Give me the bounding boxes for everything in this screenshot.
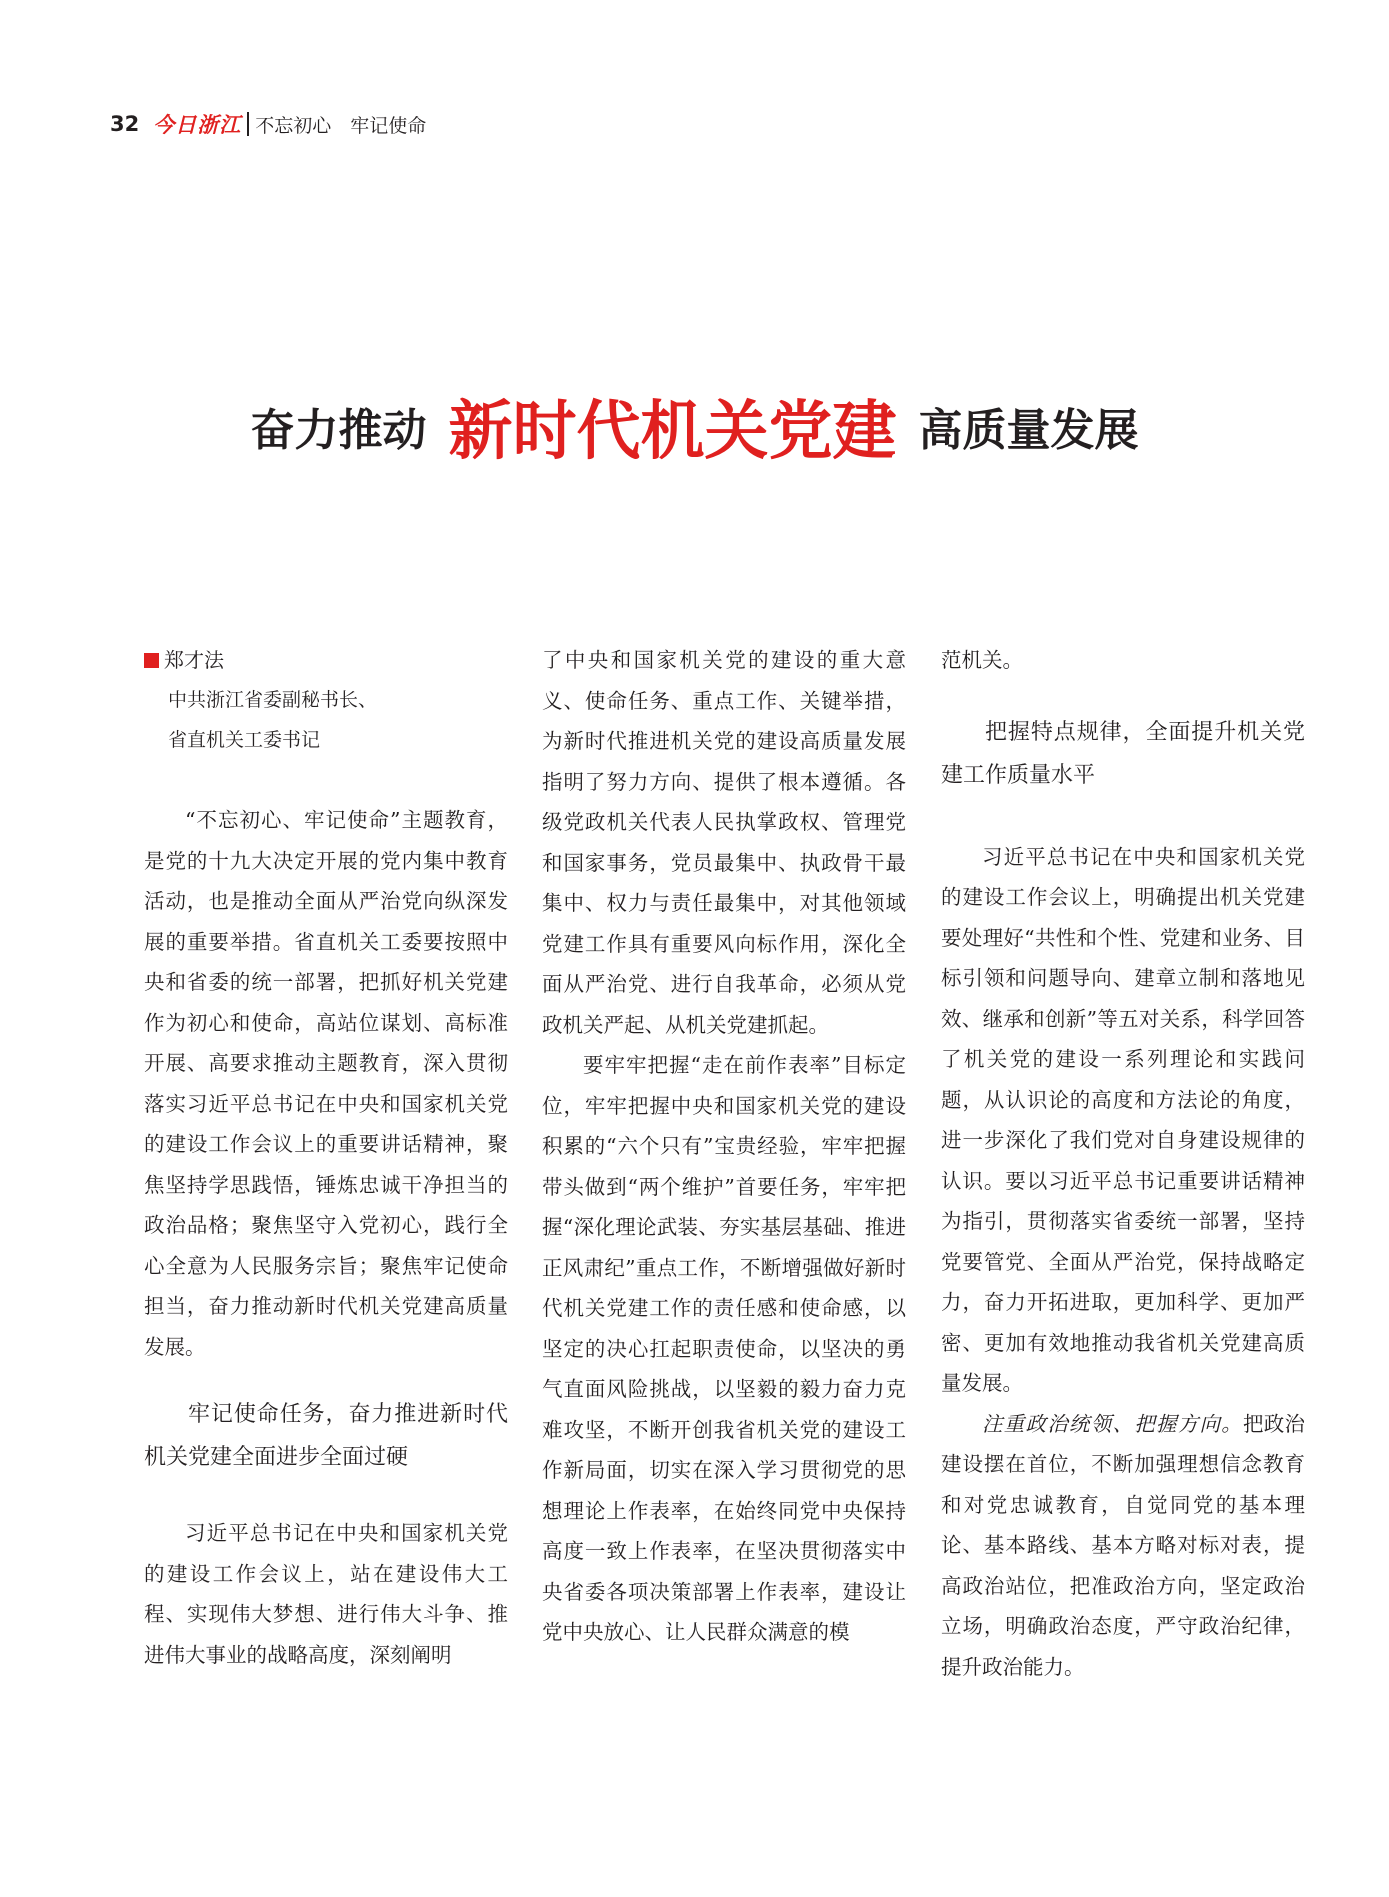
article-title — [0, 380, 1389, 472]
paragraph: “不忘初心、牢记使命”主题教育，是党的十九大决定开展的党内集中教育活动，也是推动全面从严治党向纵深发展的重要举措。省直机关工委要按照中央和省委的统一部署，把抓好机关党建作为初心和使命，高站位谋划、高标准开展、高要求推动主题教育，深入贯彻落实习近平总书记在中央和国家机关党的建设工作会议上的重要讲话精神，聚焦坚持学思践悟，锤炼忠诚干净担当的政治品格；聚焦坚守入党初心，践行全心全意为人民服务宗旨；聚焦牢记使命担当，奋力推动新时代机关党建高质量发展。 — [144, 808, 508, 1359]
title-part-1: 奋力推动 — [250, 405, 427, 456]
paragraph: 范机关。 — [941, 648, 1023, 672]
title-part-2: 新时代机关党建 — [448, 395, 897, 469]
red-square-icon — [144, 653, 159, 668]
page-number: 32 — [110, 112, 140, 136]
title-part-3: 高质量发展 — [918, 405, 1139, 456]
header-divider — [247, 112, 249, 136]
author-title-line-1: 中共浙江省委副秘书长、 — [168, 689, 378, 711]
section-title: 不忘初心 牢记使命 — [255, 114, 427, 137]
column-1 — [144, 640, 508, 1675]
author-byline — [144, 640, 508, 680]
paragraph: 习近平总书记在中央和国家机关党的建设工作会议上，明确提出机关党建要处理好“共性和个性、党建和业务、目标引领和问题导向、建章立制和落地见效、继承和创新”等五对关系，科学回答了机关党的建设一系列理论和实践问题，从认识论的高度和方法论的角度，进一步深化了我们党对自身建设规律的认识。要以习近平总书记重要讲话精神为指引，贯彻落实省委统一部署，坚持党要管党、全面从严治党，保持战略定力，奋力开拓进取，更加科学、更加严密、更加有效地推动我省机关党建高质量发展。 — [941, 844, 1305, 1395]
author-name: 郑才法 — [164, 648, 224, 672]
section-heading-2: 把握特点规律，全面提升机关党建工作质量水平 — [941, 719, 1305, 788]
author-title-line-2: 省直机关工委书记 — [168, 729, 321, 751]
paragraph-rest: 把政治建设摆在首位，不断加强理想信念教育和对党忠诚教育，自觉同党的基本理论、基本路线、基本方略对标对表，提高政治站位，把准政治方向，坚定政治立场，明确政治态度，严守政治纪律，提升政治能力。 — [941, 1411, 1305, 1679]
section-heading-1: 牢记使命任务，奋力推进新时代机关党建全面进步全面过硬 — [144, 1402, 508, 1470]
column-2 — [542, 640, 906, 1653]
magazine-logo: 今日浙江 — [153, 112, 242, 137]
paragraph: 习近平总书记在中央和国家机关党的建设工作会议上，站在建设伟大工程、实现伟大梦想、进行伟大斗争、推进伟大事业的战略高度，深刻阐明 — [144, 1521, 508, 1667]
paragraph: 了中央和国家机关党的建设的重大意义、使命任务、重点工作、关键举措，为新时代推进机关党的建设高质量发展指明了努力方向、提供了根本遵循。各级党政机关代表人民执掌政权、管理党和国家事务，党员最集中、执政骨干最集中、权力与责任最集中，对其他领域党建工作具有重要风向标作用，深化全面从严治党、进行自我革命，必须从党政机关严起、从机关党建抓起。 — [542, 648, 906, 1037]
paragraph: 要牢牢把握“走在前作表率”目标定位，牢牢把握中央和国家机关党的建设积累的“六个只有”宝贵经验，牢牢把握带头做到“两个维护”首要任务，牢牢把握“深化理论武装、夯实基层基础、推进正风肃纪”重点工作，不断增强做好新时代机关党建工作的责任感和使命感，以坚定的决心扛起职责使命，以坚决的勇气直面风险挑战，以坚毅的毅力奋力克难攻坚，不断开创我省机关党的建设工作新局面，切实在深入学习贯彻党的思想理论上作表率，在始终同党中央保持高度一致上作表率，在坚决贯彻落实中央省委各项决策部署上作表率，建设让党中央放心、让人民群众满意的模 — [542, 1053, 906, 1644]
page-header — [110, 106, 426, 142]
paragraph — [941, 1404, 1305, 1688]
column-3 — [941, 640, 1305, 1687]
paragraph-lead-phrase: 注重政治统领、把握方向。 — [982, 1411, 1243, 1436]
